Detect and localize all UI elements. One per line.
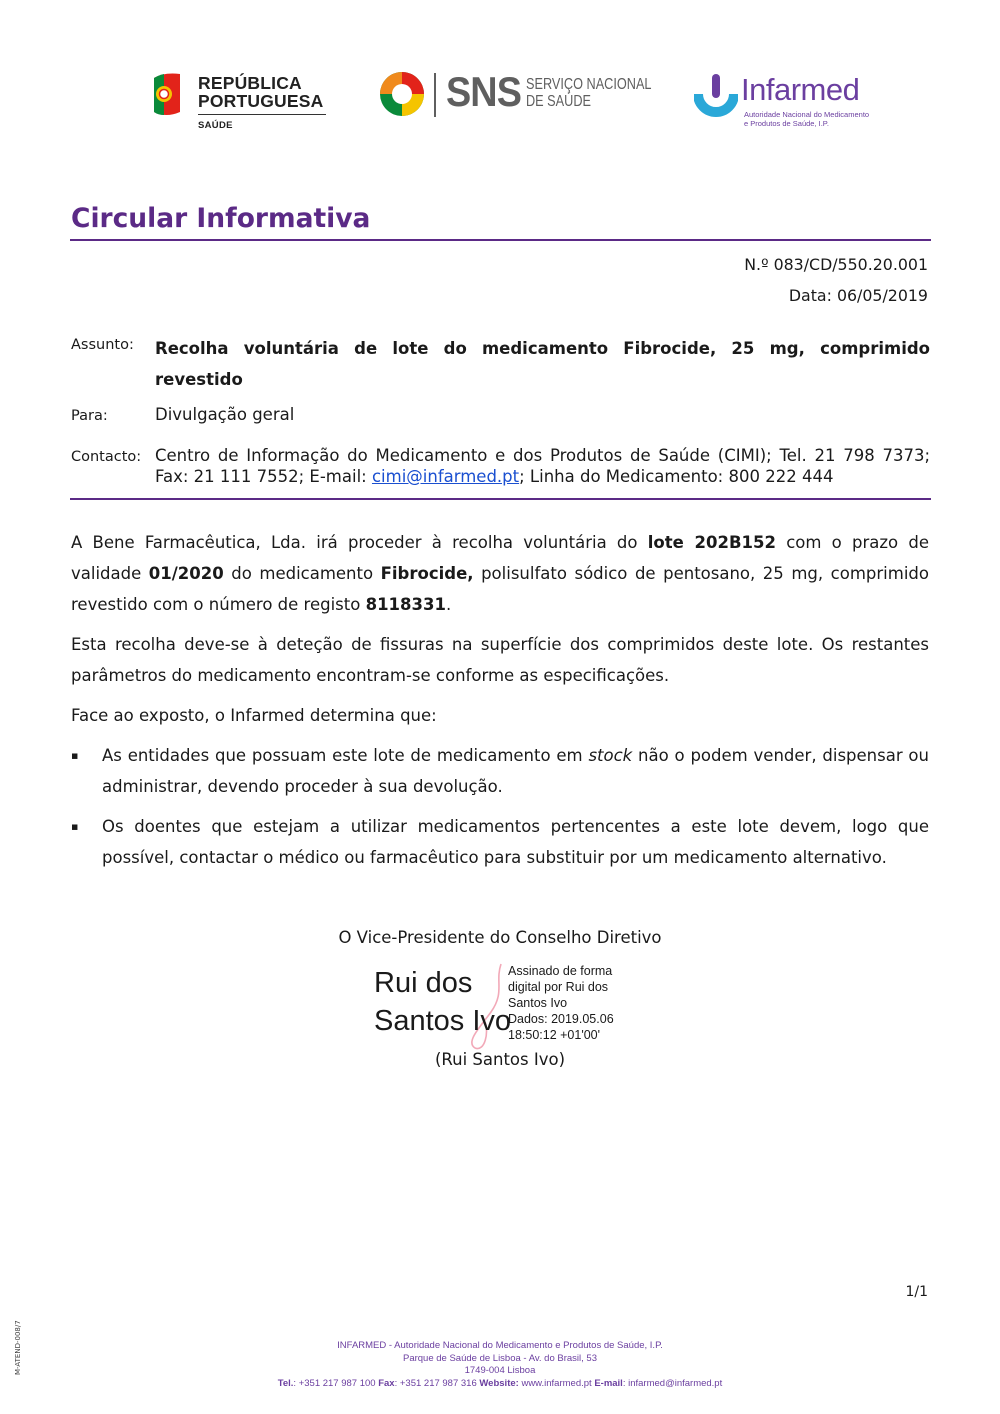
subject-label: Assunto: xyxy=(71,337,134,353)
circular-date: Data: 06/05/2019 xyxy=(788,286,928,305)
sns-separator xyxy=(434,73,436,117)
infarmed-tagline: Autoridade Nacional do Medicamento e Produtos de Saúde, I.P. xyxy=(744,110,870,128)
bullet-item-1: As entidades que possuam este lote de medicamento em stock não o podem vender, dispensar ou administrar, devendo proceder à sua devolução. xyxy=(102,746,929,796)
infarmed-logo xyxy=(694,72,874,134)
document-title: Circular Informativa xyxy=(71,203,371,234)
contact-value: Centro de Informação do Medicamento e dos Produtos de Saúde (CIMI); Tel. 21 798 7373; Fax: 21 111 7552; E-mail: cimi@infarmed.pt; Linha do Medicamento: 800 222 444 xyxy=(155,446,930,486)
logo-divider xyxy=(198,114,326,115)
subject-value: Recolha voluntária de lote do medicamento Fibrocide, 25 mg, comprimido revestido xyxy=(155,339,930,389)
sns-wordmark: SNS xyxy=(446,68,522,115)
footer-postcode: 1749-004 Lisboa xyxy=(464,1365,536,1376)
header-separator-rule xyxy=(70,498,931,500)
form-code: M-ATEND-008/7 xyxy=(14,1320,22,1375)
contact-label: Contacto: xyxy=(71,449,142,465)
infarmed-wordmark: Infarmed xyxy=(741,72,860,107)
sns-emblem-icon xyxy=(378,70,426,118)
sns-logo xyxy=(378,70,650,120)
contact-email-link[interactable]: cimi@infarmed.pt xyxy=(371,467,520,486)
signatory-role: O Vice-Presidente do Conselho Diretivo xyxy=(338,928,662,947)
portugal-flag-icon xyxy=(150,72,188,118)
digital-signature-stamp: Assinado de forma digital por Rui dos Santos Ivo Dados: 2019.05.06 18:50:12 +01'00' xyxy=(508,964,614,1042)
circular-number: N.º 083/CD/550.20.001 xyxy=(744,255,928,274)
title-rule xyxy=(70,239,931,241)
body-paragraph-3: Face ao exposto, o Infarmed determina que: xyxy=(71,706,437,725)
bullet-marker: ▪ xyxy=(71,820,79,833)
bullet-marker: ▪ xyxy=(71,749,79,762)
republica-portuguesa-logo xyxy=(150,72,335,134)
bullet-item-2: Os doentes que estejam a utilizar medicamentos pertencentes a este lote devem, logo que possível, contactar o médico ou farmacêutico para substituir por um medicamento alternativo. xyxy=(102,817,929,867)
republica-portuguesa-title: REPÚBLICA PORTUGUESA xyxy=(198,73,324,111)
infarmed-emblem-icon xyxy=(694,72,738,118)
republica-saude-subtitle: SAÚDE xyxy=(198,120,233,131)
signatory-name: (Rui Santos Ivo) xyxy=(434,1050,566,1069)
body-paragraph-2: Esta recolha deve-se à deteção de fissuras na superfície dos comprimidos deste lote. Os restantes parâmetros do medicamento encontram-se conforme as especificações. xyxy=(71,635,929,685)
sns-full-name: SERVIÇO NACIONAL DE SAÚDE xyxy=(526,76,652,110)
to-label: Para: xyxy=(71,408,108,424)
footer-address: Parque de Saúde de Lisboa - Av. do Brasil, 53 xyxy=(402,1353,597,1364)
digital-signature-name: Rui dos Santos Ivo xyxy=(374,967,512,1037)
body-paragraph-1: A Bene Farmacêutica, Lda. irá proceder à recolha voluntária do lote 202B152 com o prazo de validade 01/2020 do medicamento Fibrocide, polisulfato sódico de pentosano, 25 mg, comprimido revestido com o número de registo 8118331. xyxy=(71,533,929,614)
page-number: 1/1 xyxy=(905,1284,928,1300)
to-value: Divulgação geral xyxy=(155,405,295,424)
footer-contacts: Tel.: +351 217 987 100 Fax: +351 217 987 316 Website: www.infarmed.pt E-mail: infarmed@infarmed.pt xyxy=(277,1378,723,1389)
footer-org-name: INFARMED - Autoridade Nacional do Medicamento e Produtos de Saúde, I.P. xyxy=(337,1340,663,1351)
